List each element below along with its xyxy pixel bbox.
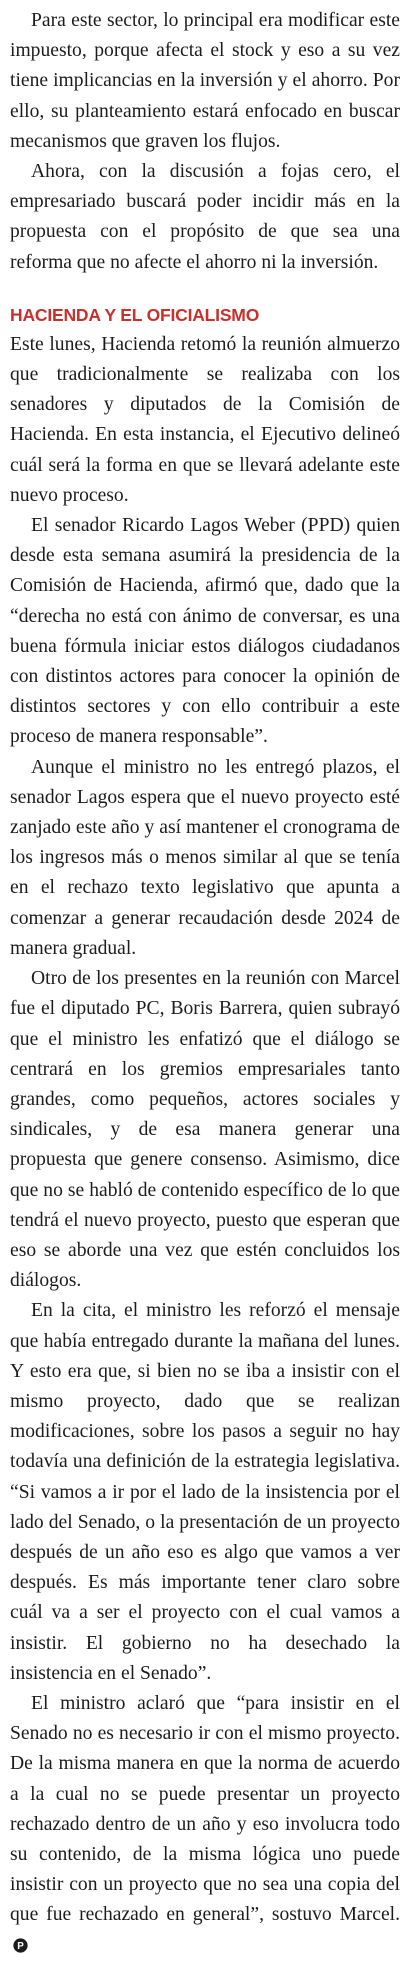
- section-paragraph-1: Este lunes, Hacienda retomó la reunión almuerzo que tradicionalmente se realizaba con los senadores y diputados de la Comisión de Hacienda. En esta instancia, el Ejecutivo delineó cuál será la forma en que se llevará adelante este nuevo proceso.: [10, 333, 400, 506]
- end-mark-letter: P: [17, 1940, 24, 1952]
- intro-paragraph-1: Para este sector, lo principal era modificar este impuesto, porque afecta el stock y eso a su vez tiene implicancias en la inversión y el ahorro. Por ello, su planteamiento estará enfocado en buscar mecanismos que graven los flujos.: [10, 10, 400, 152]
- section-paragraph-5: En la cita, el ministro les reforzó el mensaje que había entregado durante la mañana del lunes. Y esto era que, si bien no se iba a insistir con el mismo proyecto, dado que se realizan modificaciones, sobre los pasos a seguir no hay todavía una definición de la estrategia legislativa. “Si vamos a ir por el lado de la insistencia por el lado del Senado, o la presentación de un proyecto después de un año eso es algo que vamos a ver después. Es más importante tener claro sobre cuál va a ser el proyecto con el cual vamos a insistir. El gobierno no ha desechado la insistencia en el Senado”.: [10, 1300, 400, 1684]
- section-paragraph-2: El senador Ricardo Lagos Weber (PPD) quien desde esta semana asumirá la presidencia de la Comisión de Hacienda, afirmó que, dado que la “derecha no está con ánimo de conversar, es una buena fórmula iniciar estos diálogos ciudadanos con distintos actores para conocer la opinión de distintos sectores y con ello contribuir a este proceso de manera responsable”.: [10, 515, 400, 748]
- section-heading: HACIENDA Y EL OFICIALISMO: [10, 304, 260, 325]
- section-paragraph-6: [10, 1689, 400, 1961]
- intro-paragraph-2: Ahora, con la discusión a fojas cero, el empresariado buscará poder incidir más en la propuesta con el propósito de que sea una reforma que no afecte el ahorro ni la inversión.: [10, 161, 400, 273]
- section-paragraph-3: Aunque el ministro no les entregó plazos, el senador Lagos espera que el nuevo proyecto esté zanjado este año y así mantener el cronograma de los ingresos más o menos similar al que se tenía en el rechazo texto legislativo que apunta a comenzar a generar recaudación desde 2024 de manera gradual.: [10, 756, 400, 959]
- closing-paragraph-text: El ministro aclaró que “para insistir en el Senado no es necesario ir con el mismo proyecto. De la misma manera en que la norma de acuerdo a la cual no se puede presentar un proyecto rechazado dentro de un año y eso involucra todo su contenido, de la misma lógica uno puede insistir con un proyecto que no sea una copia del que fue rechazado en general”, sostuvo Marcel.: [10, 1692, 400, 1926]
- publisher-end-mark-icon: [13, 1938, 28, 1953]
- section-paragraph-4: Otro de los presentes en la reunión con Marcel fue el diputado PC, Boris Barrera, quien subrayó que el ministro les enfatizó que el diálogo se centrará en los gremios empresariales tanto grandes, como pequeños, actores sociales y sindicales, y de esa manera generar una propuesta que genere consenso. Asimismo, dice que no se habló de contenido específico de lo que tendrá el nuevo proyecto, puesto que esperan que eso se aborde una vez que estén concluidos los diálogos.: [10, 968, 400, 1292]
